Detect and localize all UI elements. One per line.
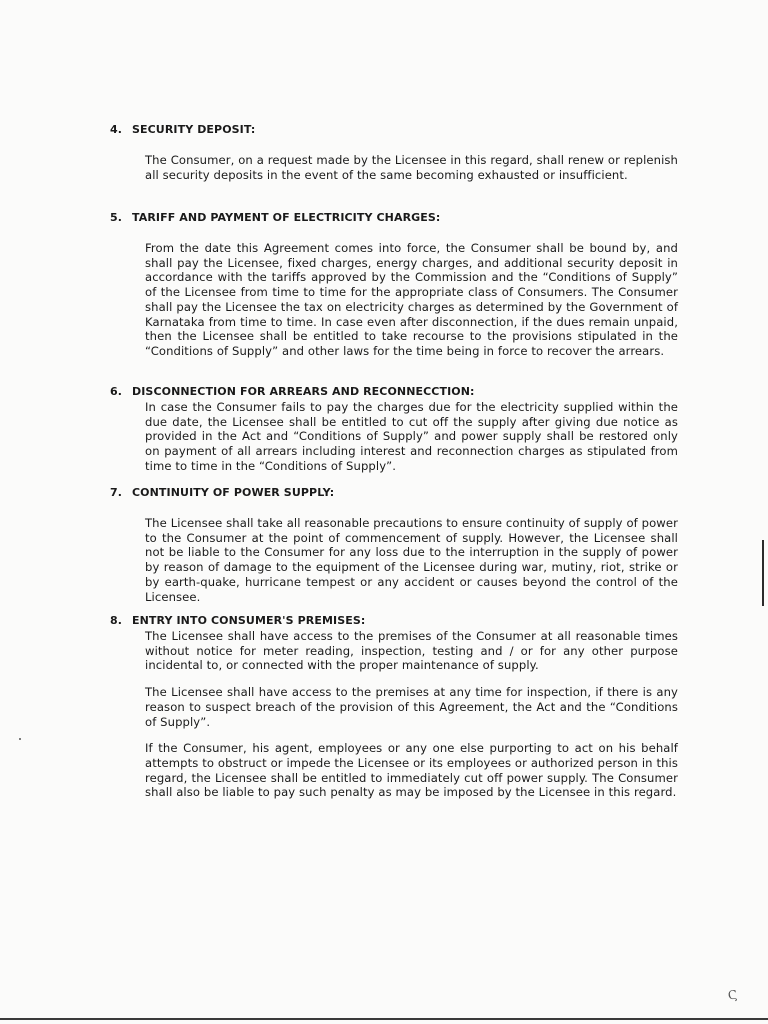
section-number: 4. bbox=[110, 123, 123, 136]
page-number-mark: Ϛ bbox=[726, 987, 739, 1003]
paragraph: The Licensee shall take all reasonable precautions to ensure continuity of supply of power to the Consumer at the point of commencement of supply. However, the Licensee shall not be liable to the Consumer for any loss due to the interruption in the supply of power by reason of damage to the equipment of the Licensee during war, mutiny, riot, strike or by earth-quake, hurricane tempest or any accident or causes beyond the control of the Licensee. bbox=[145, 516, 678, 604]
section-heading bbox=[110, 614, 680, 628]
paragraph: From the date this Agreement comes into force, the Consumer shall be bound by, and shall pay the Licensee, fixed charges, energy charges, and additional security deposit in accordance with the tariffs approved by the Commission and the “Conditions of Supply” of the Licensee from time to time for the appropriate class of Consumers. The Consumer shall pay the Licensee the tax on electricity charges as determined by the Government of Karnataka from time to time. In case even after disconnection, if the dues remain unpaid, then the Licensee shall be entitled to take recourse to the provisions stipulated in the “Conditions of Supply” and other laws for the time being in force to recover the arrears. bbox=[145, 241, 678, 358]
page-bottom-edge bbox=[0, 1018, 768, 1020]
section-title: CONTINUITY OF POWER SUPPLY: bbox=[132, 486, 335, 499]
section-number: 8. bbox=[110, 614, 123, 627]
section-title: TARIFF AND PAYMENT OF ELECTRICITY CHARGES: bbox=[132, 211, 441, 224]
section-body bbox=[145, 400, 678, 474]
section-title: ENTRY INTO CONSUMER'S PREMISES: bbox=[132, 614, 366, 627]
section-body bbox=[145, 241, 678, 359]
section-disconnection bbox=[110, 385, 680, 474]
section-title: SECURITY DEPOSIT: bbox=[132, 123, 256, 136]
section-body bbox=[145, 629, 678, 800]
section-heading bbox=[110, 385, 680, 399]
paragraph: If the Consumer, his agent, employees or any one else purporting to act on his behalf attempts to obstruct or impede the Licensee or its employees or authorized person in this regard, the Licensee shall be entitled to immediately cut off power supply. The Consumer shall also be liable to pay such penalty as may be imposed by the Licensee in this regard. bbox=[145, 741, 678, 800]
section-entry-premises bbox=[110, 614, 680, 800]
section-tariff-payment bbox=[110, 211, 680, 359]
section-heading bbox=[110, 211, 680, 225]
section-body bbox=[145, 153, 678, 182]
section-heading bbox=[110, 123, 680, 137]
scan-speck bbox=[19, 738, 21, 740]
paragraph: The Consumer, on a request made by the Licensee in this regard, shall renew or replenish all security deposits in the event of the same becoming exhausted or insufficient. bbox=[145, 153, 678, 182]
section-security-deposit bbox=[110, 123, 680, 182]
paragraph: In case the Consumer fails to pay the charges due for the electricity supplied within the due date, the Licensee shall be entitled to cut off the supply after giving due notice as provided in the Act and “Conditions of Supply” and power supply shall be restored only on payment of all arrears including interest and reconnection charges as stipulated from time to time in the “Conditions of Supply”. bbox=[145, 400, 678, 473]
section-number: 5. bbox=[110, 211, 123, 224]
section-continuity bbox=[110, 486, 680, 604]
paragraph: The Licensee shall have access to the premises at any time for inspection, if there is any reason to suspect breach of the provision of this Agreement, the Act and the “Conditions of Supply”. bbox=[145, 685, 678, 729]
section-number: 7. bbox=[110, 486, 123, 499]
paragraph: The Licensee shall have access to the premises of the Consumer at all reasonable times without notice for meter reading, inspection, testing and / or for any other purpose incidental to, or connected with the proper maintenance of supply. bbox=[145, 629, 678, 673]
section-body bbox=[145, 516, 678, 604]
section-title: DISCONNECTION FOR ARREARS AND RECONNECCTION: bbox=[132, 385, 475, 398]
section-number: 6. bbox=[110, 385, 123, 398]
section-heading bbox=[110, 486, 680, 500]
scan-edge-mark bbox=[762, 540, 764, 606]
